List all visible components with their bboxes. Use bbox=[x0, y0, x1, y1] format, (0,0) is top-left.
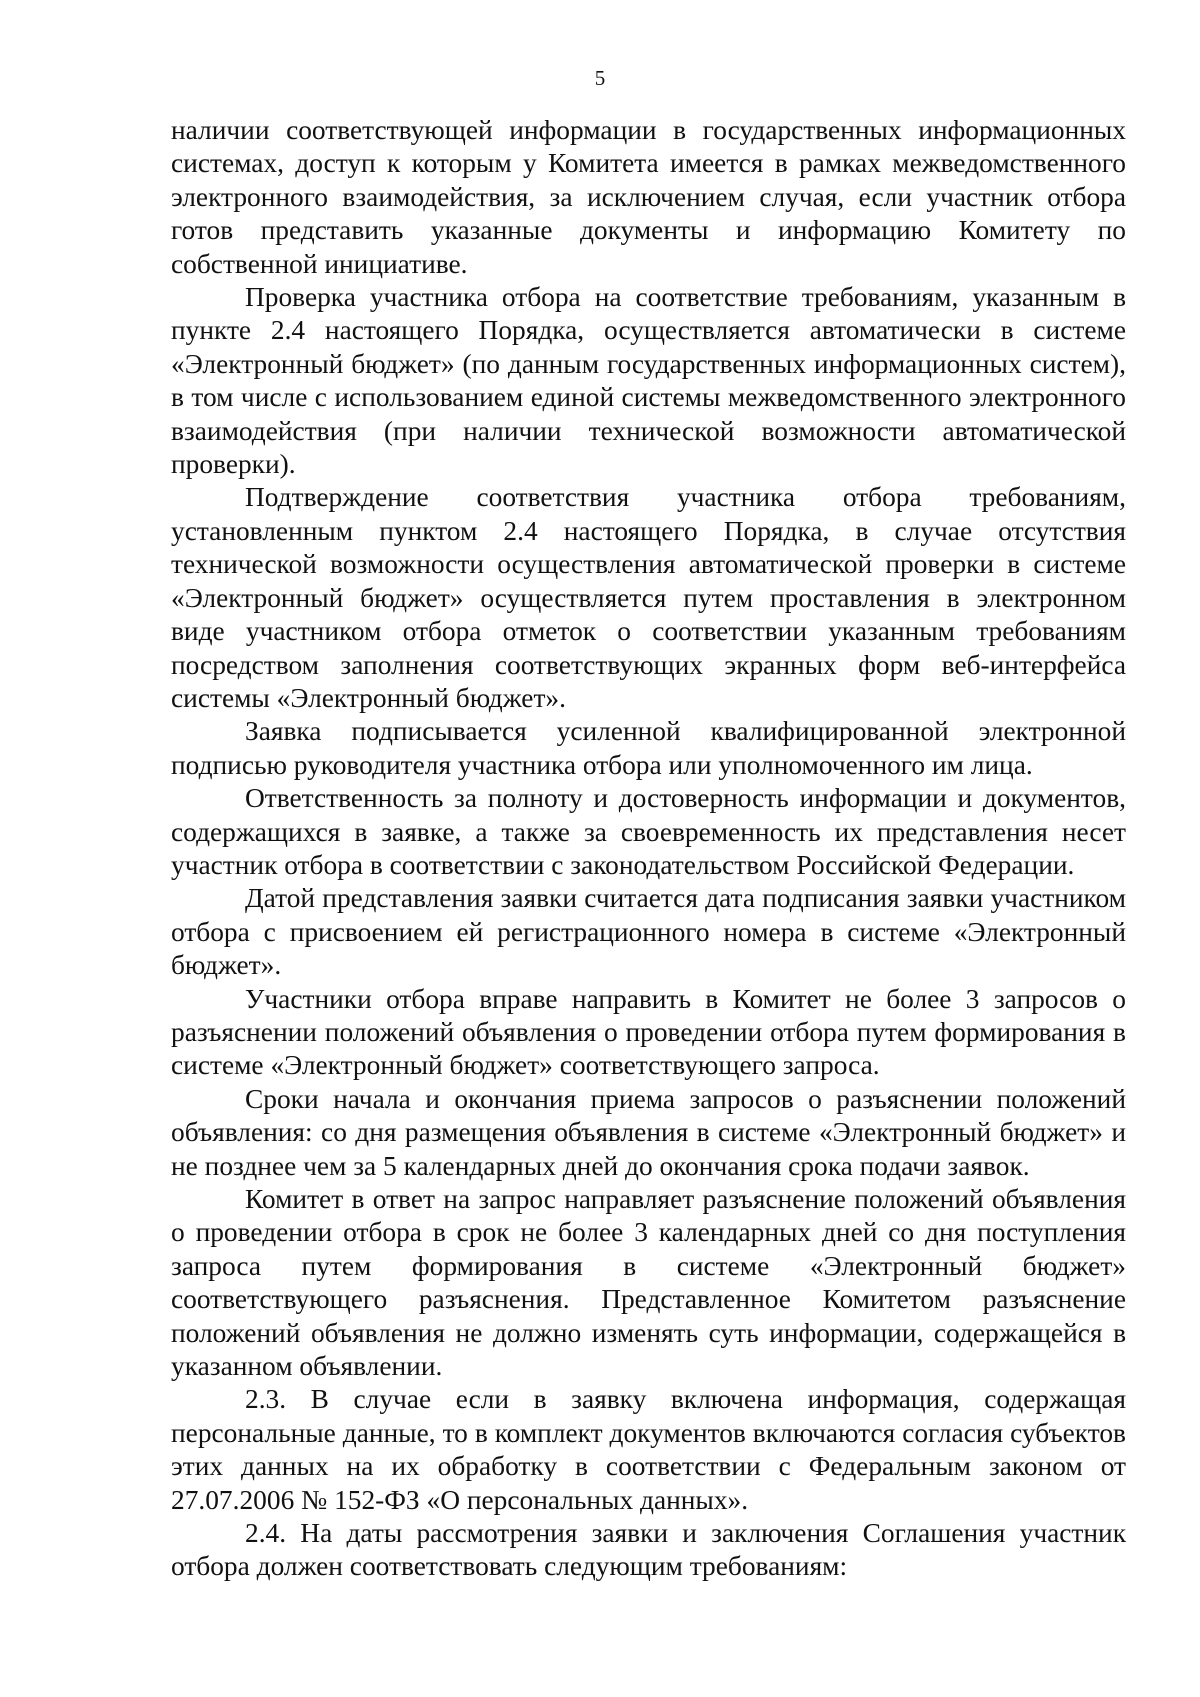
paragraph-section-2-3: 2.3. В случае если в заявку включена информация, содержащая персональные данные, то в комплект документов включаются согласия субъектов этих данных на их обработку в соответствии с Федеральным законом от 27.07.2006 № 152-ФЗ «О персональных данных». bbox=[171, 1384, 1126, 1515]
paragraph: Комитет в ответ на запрос направляет разъяснение положений объявления о проведении отбора в срок не более 3 календарных дней со дня поступления запроса путем формирования в системе «Электронный бюджет» соответствующего разъяснения. Представленное Комитетом разъяснение положений объявления не должно изменять суть информации, содержащейся в указанном объявлении. bbox=[171, 1184, 1126, 1382]
paragraph: Подтверждение соответствия участника отбора требованиям, установленным пунктом 2.4 настоящего Порядка, в случае отсутствия технической возможности осуществления автоматической проверки в системе «Электронный бюджет» осуществляется путем проставления в электронном виде участником отбора отметок о соответствии указанным требованиям посредством заполнения соответствующих экранных форм веб-интерфейса системы «Электронный бюджет». bbox=[171, 482, 1126, 713]
paragraph: Ответственность за полноту и достоверность информации и документов, содержащихся в заявке, а также за своевременность их представления несет участник отбора в соответствии с законодательством Российской Федерации. bbox=[171, 783, 1126, 880]
paragraph: Участники отбора вправе направить в Комитет не более 3 запросов о разъяснении положений объявления о проведении отбора путем формирования в системе «Электронный бюджет» соответствующего запроса. bbox=[171, 983, 1126, 1081]
paragraph: Датой представления заявки считается дата подписания заявки участником отбора с присвоением ей регистрационного номера в системе «Электронный бюджет». bbox=[171, 883, 1126, 981]
paragraph: Проверка участника отбора на соответствие требованиям, указанным в пункте 2.4 настоящего Порядка, осуществляется автоматически в системе «Электронный бюджет» (по данным государственных информационных систем), в том числе с использованием единой системы межведомственного электронного взаимодействия (при наличии технической возможности автоматической проверки). bbox=[171, 282, 1126, 480]
paragraph-section-2-4: 2.4. На даты рассмотрения заявки и заключения Соглашения участник отбора должен соответствовать следующим требованиям: bbox=[171, 1518, 1126, 1582]
page-number: 5 bbox=[594, 66, 606, 90]
paragraph-continuation: наличии соответствующей информации в государственных информационных системах, доступ к которым у Комитета имеется в рамках межведомственного электронного взаимодействия, за исключением случая, если участник отбора готов представить указанные документы и информацию Комитету по собственной инициативе. bbox=[171, 115, 1126, 279]
paragraph: Заявка подписывается усиленной квалифицированной электронной подписью руководителя участника отбора или уполномоченного им лица. bbox=[171, 716, 1126, 780]
document-body bbox=[171, 114, 1126, 1584]
paragraph: Сроки начала и окончания приема запросов о разъяснении положений объявления: со дня размещения объявления в системе «Электронный бюджет» и не позднее чем за 5 календарных дней до окончания срока подачи заявок. bbox=[171, 1083, 1126, 1181]
